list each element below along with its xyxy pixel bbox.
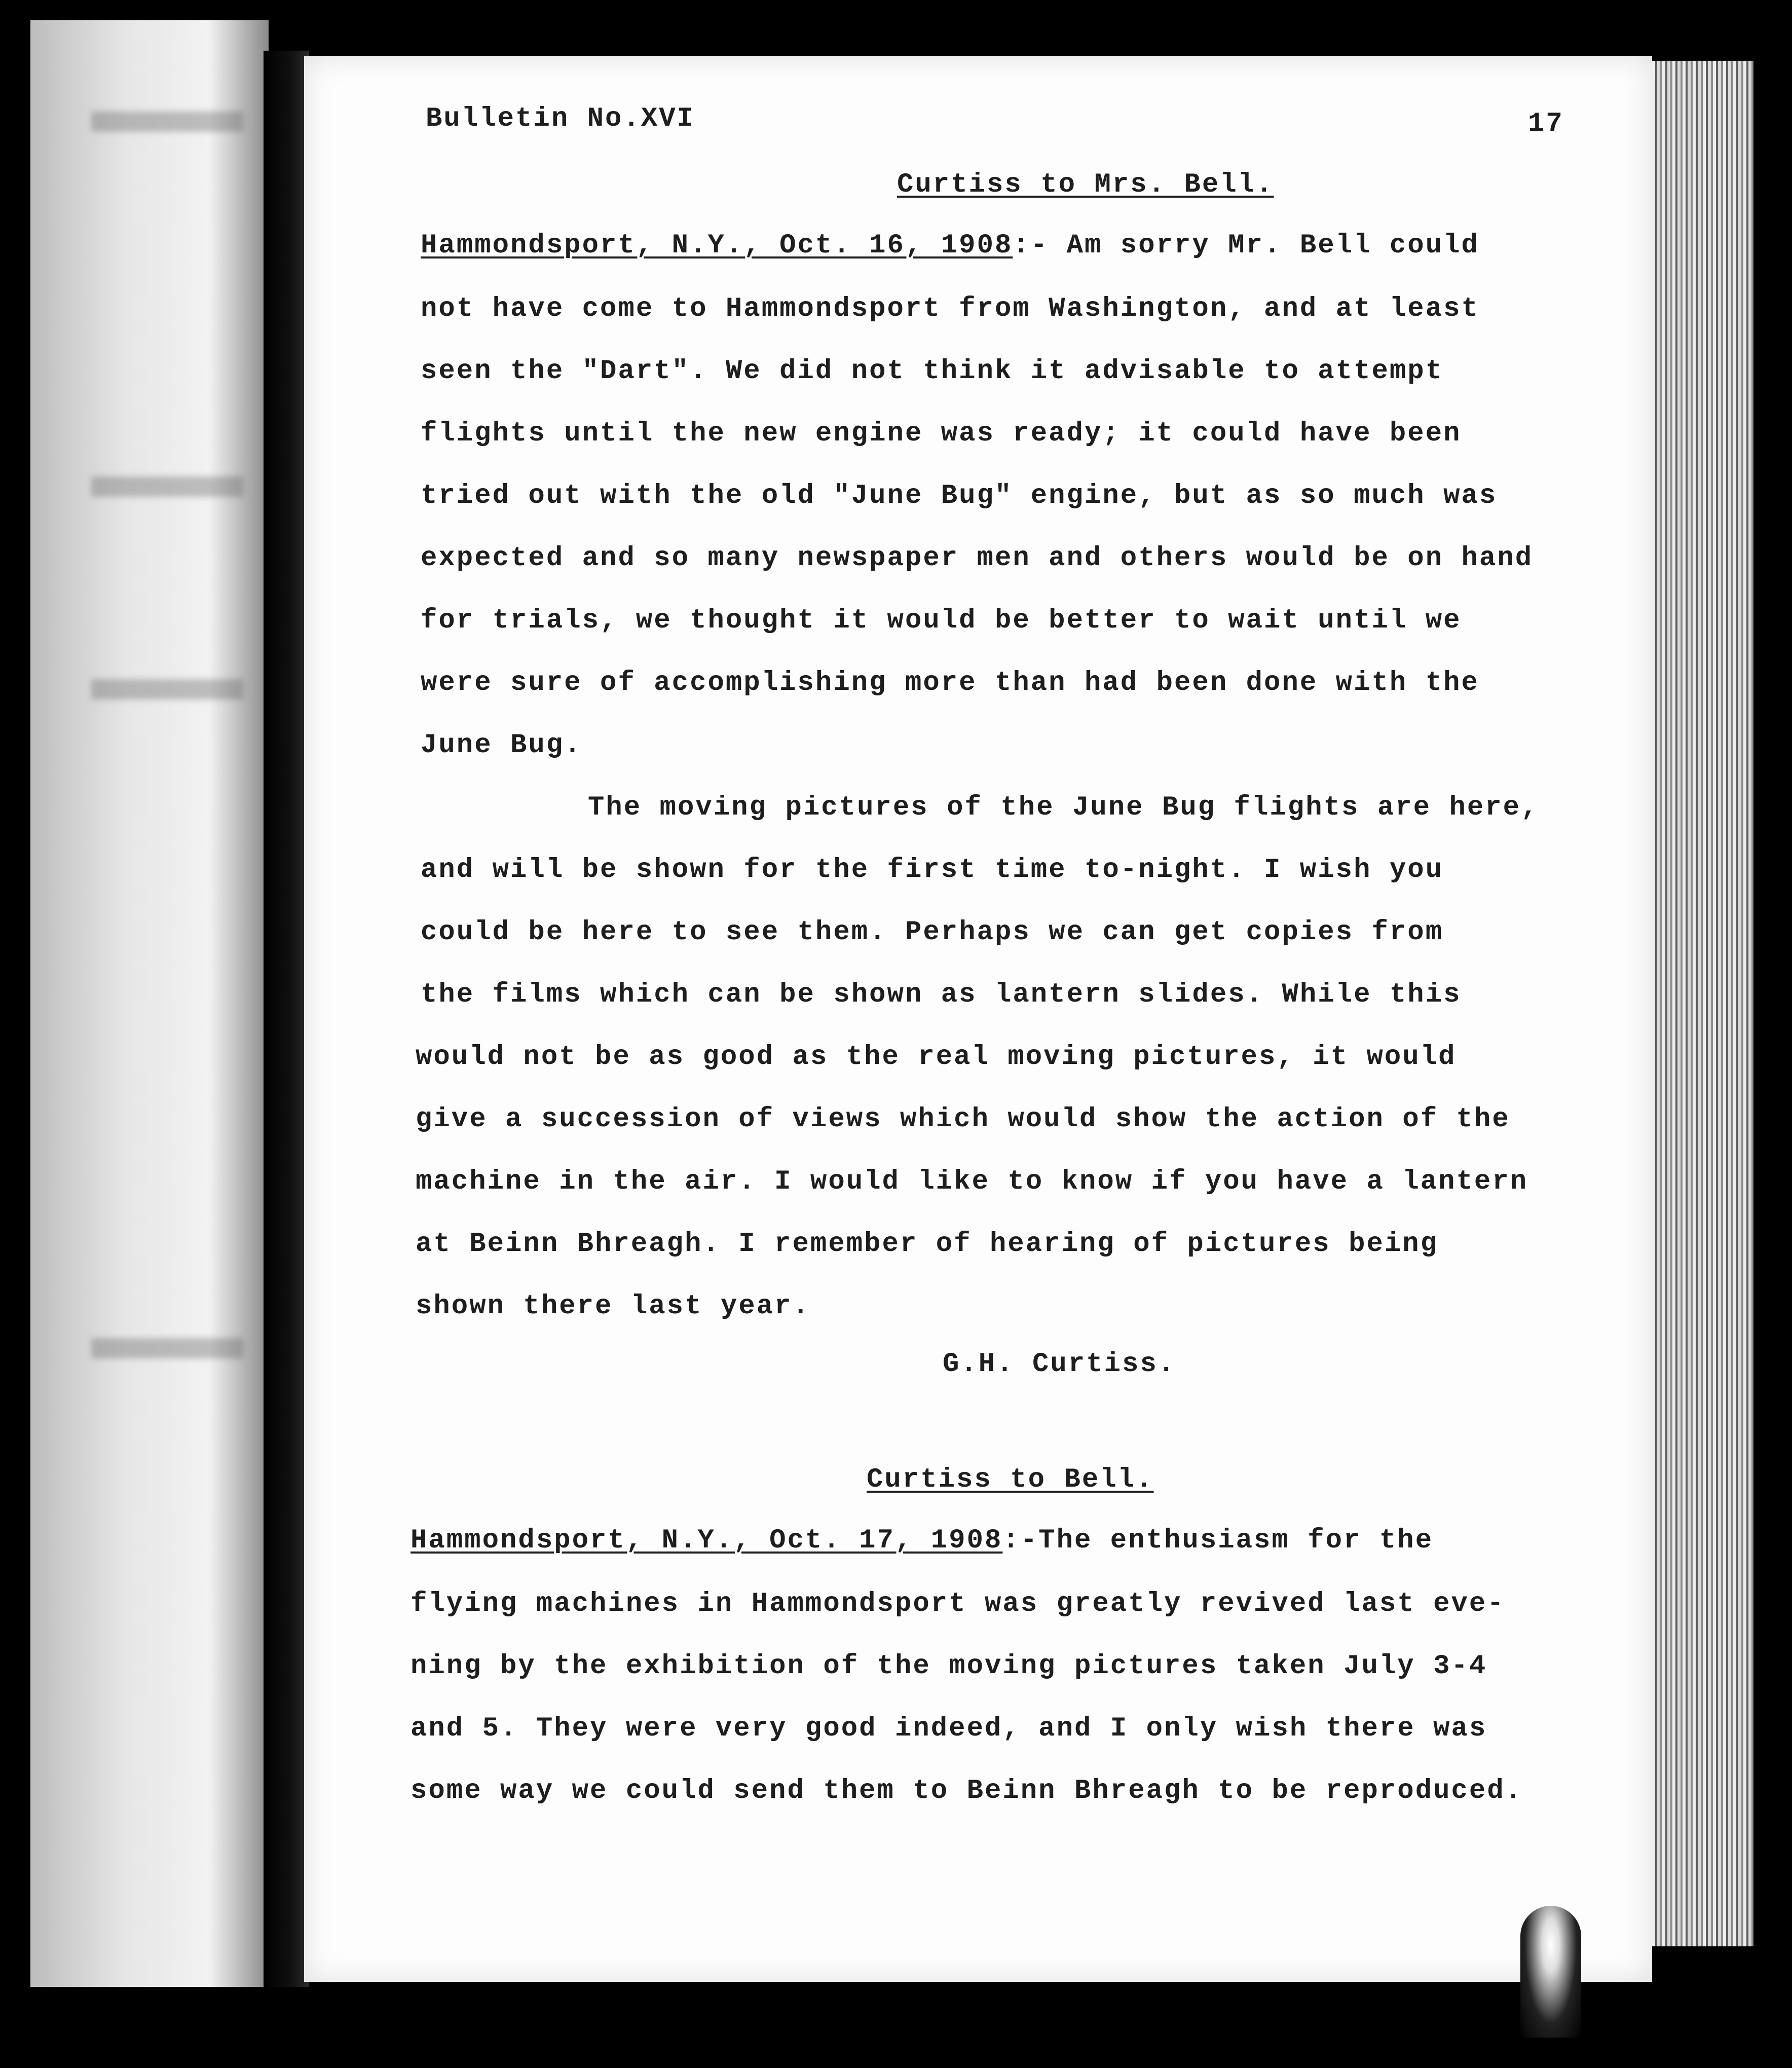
- letter-line: tried out with the old "June Bug" engine, but as so much was: [421, 481, 1498, 511]
- letter-line: not have come to Hammondsport from Washington, and at least: [421, 293, 1479, 324]
- letter-line: shown there last year.: [416, 1291, 810, 1322]
- letter-heading: Curtiss to Mrs. Bell.: [897, 169, 1274, 200]
- page-edges: [1637, 61, 1753, 1946]
- letter-line: flying machines in Hammondsport was greatly revived last eve-: [410, 1589, 1505, 1619]
- letter-line: would not be as good as the real moving pictures, it would: [416, 1042, 1457, 1073]
- bleed-through-text: [91, 112, 243, 132]
- bulletin-header: Bulletin No.XVI: [426, 103, 695, 134]
- letter-line: and will be shown for the first time to-night. I wish you: [421, 855, 1444, 885]
- letter-line: ning by the exhibition of the moving pictures taken July 3-4: [410, 1651, 1487, 1682]
- bleed-through-text: [91, 1338, 243, 1358]
- letter-heading: Curtiss to Bell.: [867, 1464, 1154, 1495]
- letter-line: could be here to see them. Perhaps we can get copies from: [421, 917, 1444, 948]
- dateline: Hammondsport, N.Y., Oct. 16, 1908: [421, 230, 1013, 261]
- letter-line: June Bug.: [421, 730, 582, 761]
- letter-line: flights until the new engine was ready; it could have been: [421, 418, 1462, 449]
- signature: G.H. Curtiss.: [943, 1349, 1176, 1380]
- book-gutter: [264, 51, 309, 1987]
- letter-line: seen the "Dart". We did not think it advisable to attempt: [421, 356, 1444, 387]
- bleed-through-text: [91, 476, 243, 497]
- letter-line: The moving pictures of the June Bug flights are here,: [588, 792, 1539, 823]
- page-number: 17: [1528, 108, 1564, 139]
- letter-line: give a succession of views which would show the action of the: [416, 1104, 1510, 1135]
- letter-line: at Beinn Bhreagh. I remember of hearing of pictures being: [416, 1229, 1439, 1260]
- letter-line: some way we could send them to Beinn Bhreagh to be reproduced.: [410, 1776, 1523, 1806]
- letter-line: for trials, we thought it would be better to wait until we: [421, 605, 1462, 636]
- letter-line: the films which can be shown as lantern slides. While this: [421, 979, 1462, 1010]
- previous-page-edge: [30, 20, 269, 1987]
- letter-line: and 5. They were very good indeed, and I only wish there was: [410, 1713, 1487, 1744]
- pen-tip: [1520, 1906, 1581, 2038]
- letter-line: machine in the air. I would like to know if you have a lantern: [416, 1166, 1528, 1197]
- letter-line: Hammondsport, N.Y., Oct. 16, 1908:- Am sorry Mr. Bell could: [421, 230, 1479, 261]
- document-page: [304, 56, 1652, 1982]
- letter-line: Hammondsport, N.Y., Oct. 17, 1908:-The enthusiasm for the: [410, 1525, 1434, 1556]
- dateline: Hammondsport, N.Y., Oct. 17, 1908: [410, 1525, 1003, 1556]
- letter-line: were sure of accomplishing more than had been done with the: [421, 668, 1479, 698]
- bleed-through-text: [91, 679, 243, 699]
- letter-line: expected and so many newspaper men and others would be on hand: [421, 543, 1534, 574]
